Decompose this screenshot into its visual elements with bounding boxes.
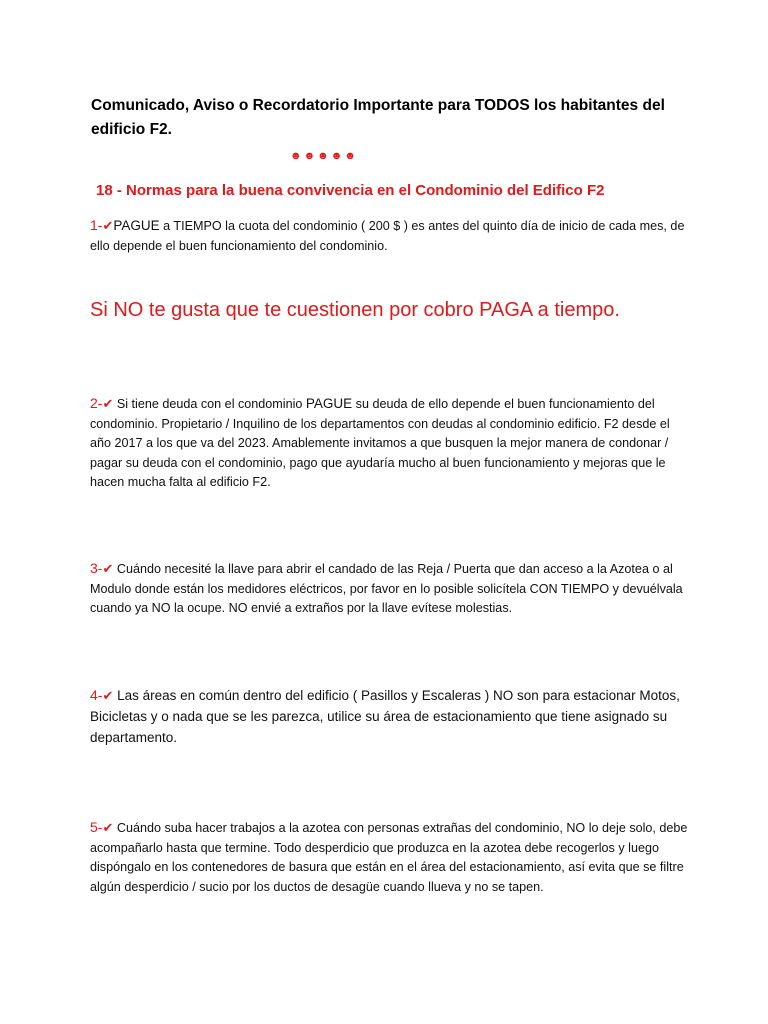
check-icon: ✔ (102, 218, 114, 233)
check-icon: ✔ (102, 820, 114, 835)
rule-item-3 (90, 559, 690, 619)
rule-pre: Si tiene deuda con el condominio (113, 397, 306, 411)
rule-item-2 (90, 394, 690, 493)
rules-subtitle: 18 - Normas para la buena convivencia en el Condominio del Edifico F2 (96, 182, 605, 199)
rule-item-4 (90, 685, 690, 748)
payment-warning: Si NO te gusta que te cuestionen por cobro PAGA a tiempo. (90, 299, 620, 321)
rule-number: 1- (90, 217, 103, 233)
notice-title: Comunicado, Aviso o Recordatorio Importante para TODOS los habitantes del edificio F2. (91, 97, 665, 138)
check-icon: ✔ (102, 396, 114, 411)
rule-number: 4- (90, 687, 103, 703)
rule-text: son para estacionar Motos, Bicicletas y o nada que se les parezca, utilice su área de estacionamiento que tiene asignado su departamento. (90, 688, 680, 745)
rule-number: 5- (90, 819, 103, 835)
rule-emphasis: NO (493, 688, 514, 703)
rule-item-1 (90, 216, 690, 256)
rule-number: 2- (90, 395, 103, 411)
rule-number: 3- (90, 560, 103, 576)
rule-pre: Las áreas en común dentro del edificio ( Pasillos y Escaleras ) (113, 688, 494, 703)
rule-emphasis: PAGUE (113, 218, 160, 233)
emoji-row-icon: ☻☻☻☻☻ (290, 150, 358, 162)
check-icon: ✔ (102, 561, 114, 576)
rule-text: su deuda de ello depende el buen funcionamiento del condominio. Propietario / Inquilino de los departamentos con deudas al condominio edificio. F2 desde el año 2017 a los que va del 2023. Amablemente invitamos a que busquen la mejor manera de condonar / pagar su deuda con el condominio, pago que ayudaría mucho al buen funcionamiento y mejoras que le hacen mucha falta al edificio F2. (90, 397, 670, 489)
rule-emphasis: PAGUE (305, 396, 353, 411)
rule-text: Cuándo suba hacer trabajos a la azotea con personas extrañas del condominio, NO lo deje solo, debe acompañarlo hasta que termine. Todo desperdicio que produzca en la azotea debe recogerlos y luego dispóngalo en los contenedores de basura que están en el área del estacionamiento, así evita que se filtre algún desperdicio / sucio por los ductos de desagüe cuando llueva y no se tapen. (90, 821, 688, 894)
rule-text: Cuándo necesité la llave para abrir el candado de las Reja / Puerta que dan acceso a la Azotea o al Modulo donde están los medidores eléctricos, por favor en lo posible solicítela CON TIEMPO y devuélvala cuando ya NO la ocupe. NO envié a extraños por la llave evítese molestias. (90, 562, 683, 615)
check-icon: ✔ (102, 688, 114, 703)
rule-text: a TIEMPO la cuota del condominio ( 200 $ ) es antes del quinto día de inicio de cada mes, de ello depende el buen funcionamiento del condominio. (90, 219, 685, 253)
rule-item-5 (90, 818, 690, 897)
